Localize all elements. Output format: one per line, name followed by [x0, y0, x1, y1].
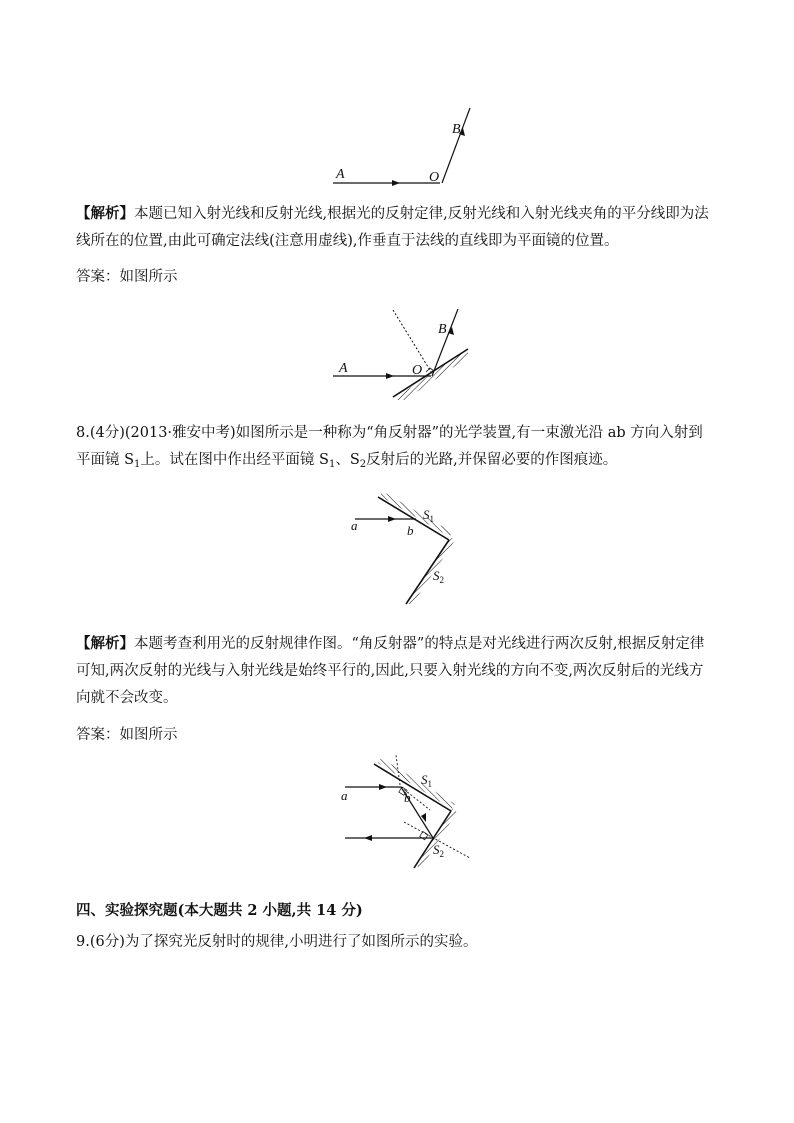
mirror-S2 — [406, 540, 449, 604]
answer-q8: 答案：如图所示 — [76, 727, 178, 743]
label-O: O — [412, 363, 423, 378]
label-S1: $S_1$ — [421, 772, 432, 789]
label-B: B — [452, 122, 461, 137]
arrow-head — [364, 835, 372, 841]
arrow-head — [386, 373, 394, 379]
mirror-S2-hatching — [407, 537, 455, 605]
analysis-q8: 【解析】本题考查利用光的反射规律作图。“角反射器”的特点是对光线进行两次反射,根据反射定律可知,两次反射的光线与入射光线是始终平行的,因此,只要入射光线的方向不变,两次反射后的光线方向就不会改变。 — [76, 635, 705, 706]
label-S2: $S_2$ — [433, 568, 444, 585]
mirror-S1-hatching — [380, 491, 452, 537]
label-b: b — [404, 790, 411, 805]
label-O: O — [429, 170, 440, 185]
section-4-title: 四、实验探究题(本大题共 2 小题,共 14 分) — [76, 902, 363, 919]
mirror-S1-hatching — [378, 758, 455, 809]
label-A: A — [339, 361, 348, 376]
figure-incident-reflected-rays — [320, 95, 490, 190]
figure-corner-reflector — [340, 490, 470, 610]
label-b: b — [407, 523, 414, 538]
mirror-S2 — [414, 811, 451, 868]
figure-corner-reflector-solution — [335, 755, 475, 870]
reflected-ray-OB — [442, 108, 470, 183]
arrow-head — [392, 180, 400, 186]
answer-q7: 答案：如图所示 — [76, 269, 178, 285]
label-a: a — [351, 518, 358, 533]
figure-mirror-solution — [320, 300, 480, 400]
question-9: 9.(6分)为了探究光反射时的规律,小明进行了如图所示的实验。 — [76, 934, 478, 950]
question-8: 8.(4分)(2013·雅安中考)如图所示是一种称为“角反射器”的光学装置,有一束激光沿 ab 方向入射到平面镜 $S_1$上。试在图中作出经平面镜 $S_1$、$S_2$反射后的光路,并保留必要的作图痕迹。 — [76, 425, 703, 470]
label-A: A — [336, 167, 345, 182]
label-S1: $S_1$ — [423, 507, 434, 524]
arrow-head — [379, 784, 387, 790]
label-a: a — [341, 788, 348, 803]
label-B: B — [438, 322, 447, 337]
analysis-q7: 【解析】本题已知入射光线和反射光线,根据光的反射定律,反射光线和入射光线夹角的平分线即为法线所在的位置,由此可确定法线(注意用虚线),作垂直于法线的直线即为平面镜的位置。 — [76, 205, 709, 249]
plane-mirror — [393, 349, 468, 397]
label-S2: $S_2$ — [433, 842, 444, 859]
arrow-head — [388, 516, 396, 522]
